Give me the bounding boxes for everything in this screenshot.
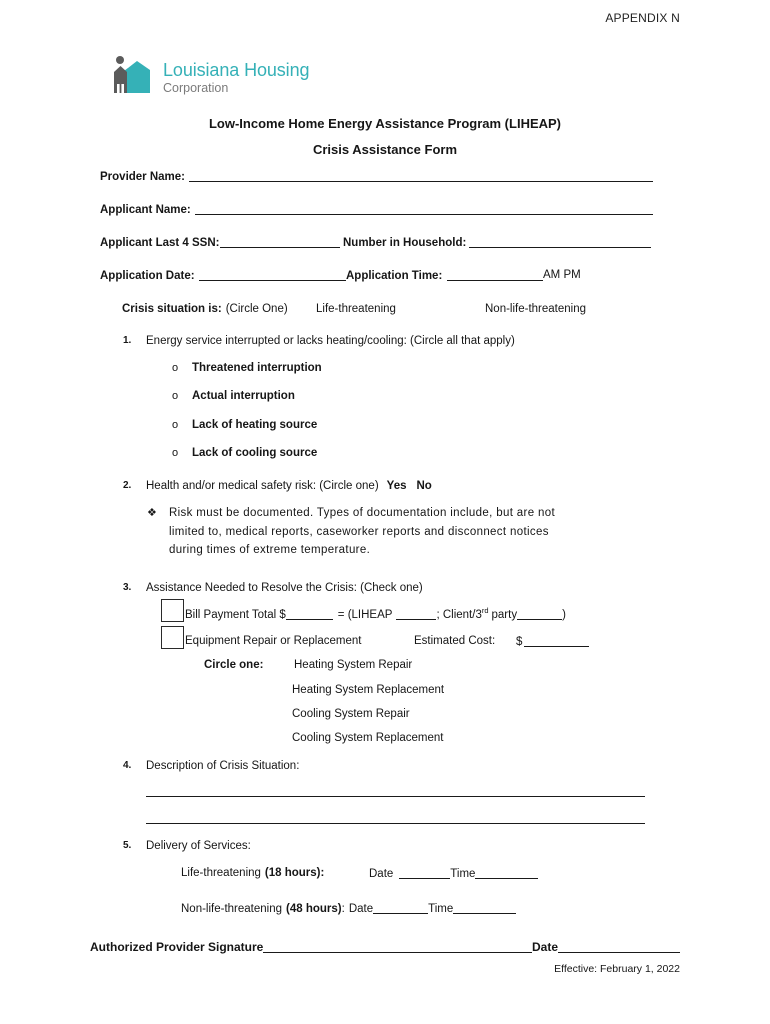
non-life-threatening-date-field[interactable] <box>373 903 428 914</box>
section-4-text: Description of Crisis Situation: <box>146 760 300 772</box>
non-life-threatening-time-field[interactable] <box>453 903 516 914</box>
crisis-situation-label: Crisis situation is: <box>122 303 222 315</box>
application-date-row <box>100 268 346 283</box>
estimated-cost-row <box>516 634 589 649</box>
signature-field[interactable] <box>263 942 532 953</box>
option-cooling-repair: Cooling System Repair <box>292 708 410 720</box>
bill-total-field[interactable] <box>286 609 333 620</box>
program-title: Low-Income Home Energy Assistance Program (LIHEAP) <box>208 116 562 131</box>
option-heating-replacement: Heating System Replacement <box>292 684 445 696</box>
date-label: Date <box>348 903 374 915</box>
section-2-text: Health and/or medical safety risk: (Circle one) <box>146 480 379 492</box>
section-2-row <box>146 479 432 493</box>
section-3-number: 3. <box>123 582 132 593</box>
application-time-row <box>346 268 543 283</box>
section-3-text: Assistance Needed to Resolve the Crisis: (Check one) <box>146 582 423 594</box>
option-lack-of-heating: Lack of heating source <box>192 419 318 431</box>
form-title: Crisis Assistance Form <box>312 142 458 157</box>
ssn-row <box>100 235 340 250</box>
life-threatening-datetime <box>369 866 538 881</box>
life-threatening-time-field[interactable] <box>475 868 538 879</box>
time-label: Time <box>428 903 454 915</box>
ssn-label: Applicant Last 4 SSN: <box>100 237 220 249</box>
household-count-field[interactable] <box>469 237 651 248</box>
household-label: Number in Household: <box>343 237 467 249</box>
life-threatening-row <box>181 866 324 880</box>
section-5-text: Delivery of Services: <box>146 840 251 852</box>
signature-date-field[interactable] <box>558 942 680 953</box>
estimated-cost-field[interactable] <box>524 636 589 647</box>
application-time-field[interactable] <box>447 270 543 281</box>
option-threatened-interruption: Threatened interruption <box>192 362 322 374</box>
organization-logo <box>112 54 327 98</box>
logo-subtitle: Corporation <box>163 81 229 95</box>
option-cooling-replacement: Cooling System Replacement <box>292 732 444 744</box>
application-time-label: Application Time: <box>346 270 443 282</box>
crisis-description-line-1[interactable] <box>146 786 645 797</box>
appendix-label: APPENDIX N <box>605 11 680 25</box>
list-bullet: o <box>172 362 179 374</box>
application-date-field[interactable] <box>199 270 346 281</box>
ordinal-suffix: rd <box>481 606 489 615</box>
list-bullet: o <box>172 419 179 431</box>
option-actual-interruption: Actual interruption <box>192 390 295 402</box>
bill-payment-row <box>185 607 566 622</box>
crisis-instruction: (Circle One) <box>225 303 288 315</box>
note-line: Risk must be documented. Types of documentation include, but are not <box>169 507 556 519</box>
circle-one-label: Circle one: <box>204 659 264 671</box>
option-no: No <box>416 480 432 492</box>
option-heating-repair: Heating System Repair <box>294 659 413 671</box>
applicant-name-label: Applicant Name: <box>100 204 191 216</box>
non-life-threatening-hours: (48 hours) <box>286 903 342 915</box>
life-threatening-date-field[interactable] <box>399 868 450 879</box>
house-person-icon <box>112 54 152 96</box>
option-lack-of-cooling: Lack of cooling source <box>192 447 318 459</box>
logo-name: Louisiana Housing <box>163 60 310 80</box>
ssn-field[interactable] <box>220 237 341 248</box>
client-label: ; Client/3 <box>436 609 482 621</box>
list-bullet: o <box>172 447 179 459</box>
life-threatening-hours: (18 hours): <box>264 867 325 879</box>
section-1-text: Energy service interrupted or lacks heating/cooling: (Circle all that apply) <box>146 335 515 347</box>
option-yes: Yes <box>386 480 407 492</box>
effective-date: Effective: February 1, 2022 <box>554 963 680 975</box>
am-pm-options: AM PM <box>543 269 581 281</box>
section-5-number: 5. <box>123 840 132 851</box>
section-2-number: 2. <box>123 480 132 491</box>
diamond-bullet-icon: ❖ <box>147 506 157 519</box>
household-row <box>343 235 651 250</box>
provider-name-row <box>100 169 653 184</box>
bill-payment-label: Bill Payment Total $ <box>185 609 286 621</box>
note-line: during times of extreme temperature. <box>169 544 371 556</box>
crisis-option-non-life-threatening: Non-life-threatening <box>485 303 587 315</box>
signature-row <box>90 940 532 954</box>
application-date-label: Application Date: <box>100 270 195 282</box>
liheap-label: = (LIHEAP <box>337 609 393 621</box>
client-party-amount-field[interactable] <box>517 609 562 620</box>
currency-symbol: $ <box>516 636 523 648</box>
bill-payment-checkbox[interactable] <box>161 599 184 622</box>
equipment-label: Equipment Repair or Replacement <box>185 635 362 647</box>
list-bullet: o <box>172 390 179 402</box>
non-life-threatening-label: Non-life-threatening <box>181 903 283 915</box>
applicant-name-row <box>100 202 653 217</box>
non-life-threatening-row <box>181 901 516 916</box>
date-label: Date <box>369 868 394 880</box>
section-4-number: 4. <box>123 760 132 771</box>
applicant-name-field[interactable] <box>195 204 653 215</box>
colon: : <box>341 903 345 915</box>
close-paren: ) <box>562 609 566 621</box>
liheap-amount-field[interactable] <box>396 609 436 620</box>
provider-name-field[interactable] <box>189 171 653 182</box>
crisis-situation-row <box>122 302 288 316</box>
signature-label: Authorized Provider Signature <box>90 940 264 954</box>
crisis-option-life-threatening: Life-threatening <box>316 303 396 315</box>
equipment-repair-checkbox[interactable] <box>161 626 184 649</box>
estimated-cost-label: Estimated Cost: <box>414 635 496 647</box>
provider-name-label: Provider Name: <box>100 171 186 183</box>
party-label: party <box>491 609 518 621</box>
life-threatening-label: Life-threatening <box>181 867 261 879</box>
section-1-number: 1. <box>123 335 132 346</box>
signature-date-label: Date <box>532 940 559 954</box>
crisis-description-line-2[interactable] <box>146 813 645 824</box>
time-label: Time <box>450 868 476 880</box>
note-line: limited to, medical reports, caseworker reports and disconnect notices <box>169 526 549 538</box>
signature-date-row <box>532 940 680 954</box>
